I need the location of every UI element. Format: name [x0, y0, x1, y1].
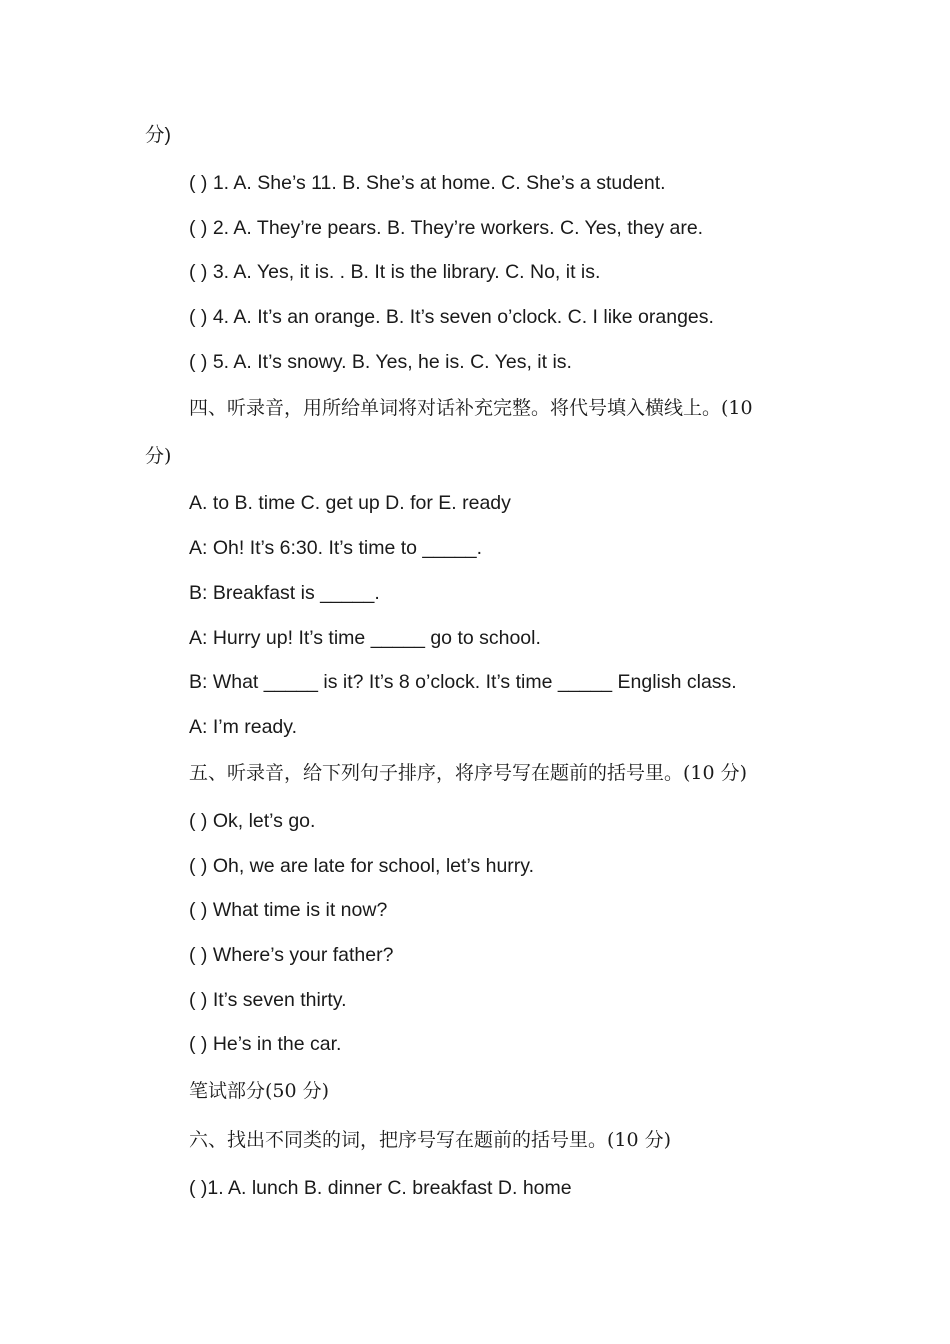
- order-sentence-6: ( ) He’s in the car.: [189, 1033, 342, 1055]
- order-sentence-1: ( ) Ok, let’s go.: [189, 810, 316, 832]
- question-3-3: ( ) 3. A. Yes, it is. . B. It is the library. C. No, it is.: [189, 261, 601, 283]
- word-bank: A. to B. time C. get up D. for E. ready: [189, 492, 511, 514]
- dialogue-line-4: B: What _____ is it? It’s 8 o’clock. It’s time _____ English class.: [189, 671, 737, 693]
- written-part-heading: 笔试部分(50 分): [189, 1080, 330, 1102]
- section-4-heading-continuation: 分): [145, 445, 172, 467]
- order-sentence-4: ( ) Where’s your father?: [189, 944, 394, 966]
- dialogue-line-1: A: Oh! It’s 6:30. It’s time to _____.: [189, 537, 483, 559]
- dialogue-line-3: A: Hurry up! It’s time _____ go to school.: [189, 627, 541, 649]
- dialogue-line-2: B: Breakfast is _____.: [189, 582, 380, 604]
- section-5-heading: 五、听录音，给下列句子排序，将序号写在题前的括号里。(10 分): [189, 762, 748, 784]
- section-6-heading: 六、找出不同类的词，把序号写在题前的括号里。(10 分): [189, 1129, 672, 1151]
- question-3-1: ( ) 1. A. She’s 11. B. She’s at home. C. She’s a student.: [189, 172, 666, 194]
- question-3-4: ( ) 4. A. It’s an orange. B. It’s seven o’clock. C. I like oranges.: [189, 306, 714, 328]
- section-4-heading: 四、听录音，用所给单词将对话补充完整。将代号填入横线上。(10: [189, 397, 753, 419]
- order-sentence-5: ( ) It’s seven thirty.: [189, 989, 347, 1011]
- section-3-heading-continuation: 分): [145, 124, 171, 146]
- question-3-2: ( ) 2. A. They’re pears. B. They’re workers. C. Yes, they are.: [189, 217, 704, 239]
- question-3-5: ( ) 5. A. It’s snowy. B. Yes, he is. C. Yes, it is.: [189, 351, 572, 373]
- order-sentence-3: ( ) What time is it now?: [189, 899, 388, 921]
- dialogue-line-5: A: I’m ready.: [189, 716, 298, 738]
- question-6-1: ( )1. A. lunch B. dinner C. breakfast D. home: [189, 1177, 572, 1199]
- order-sentence-2: ( ) Oh, we are late for school, let’s hurry.: [189, 855, 534, 877]
